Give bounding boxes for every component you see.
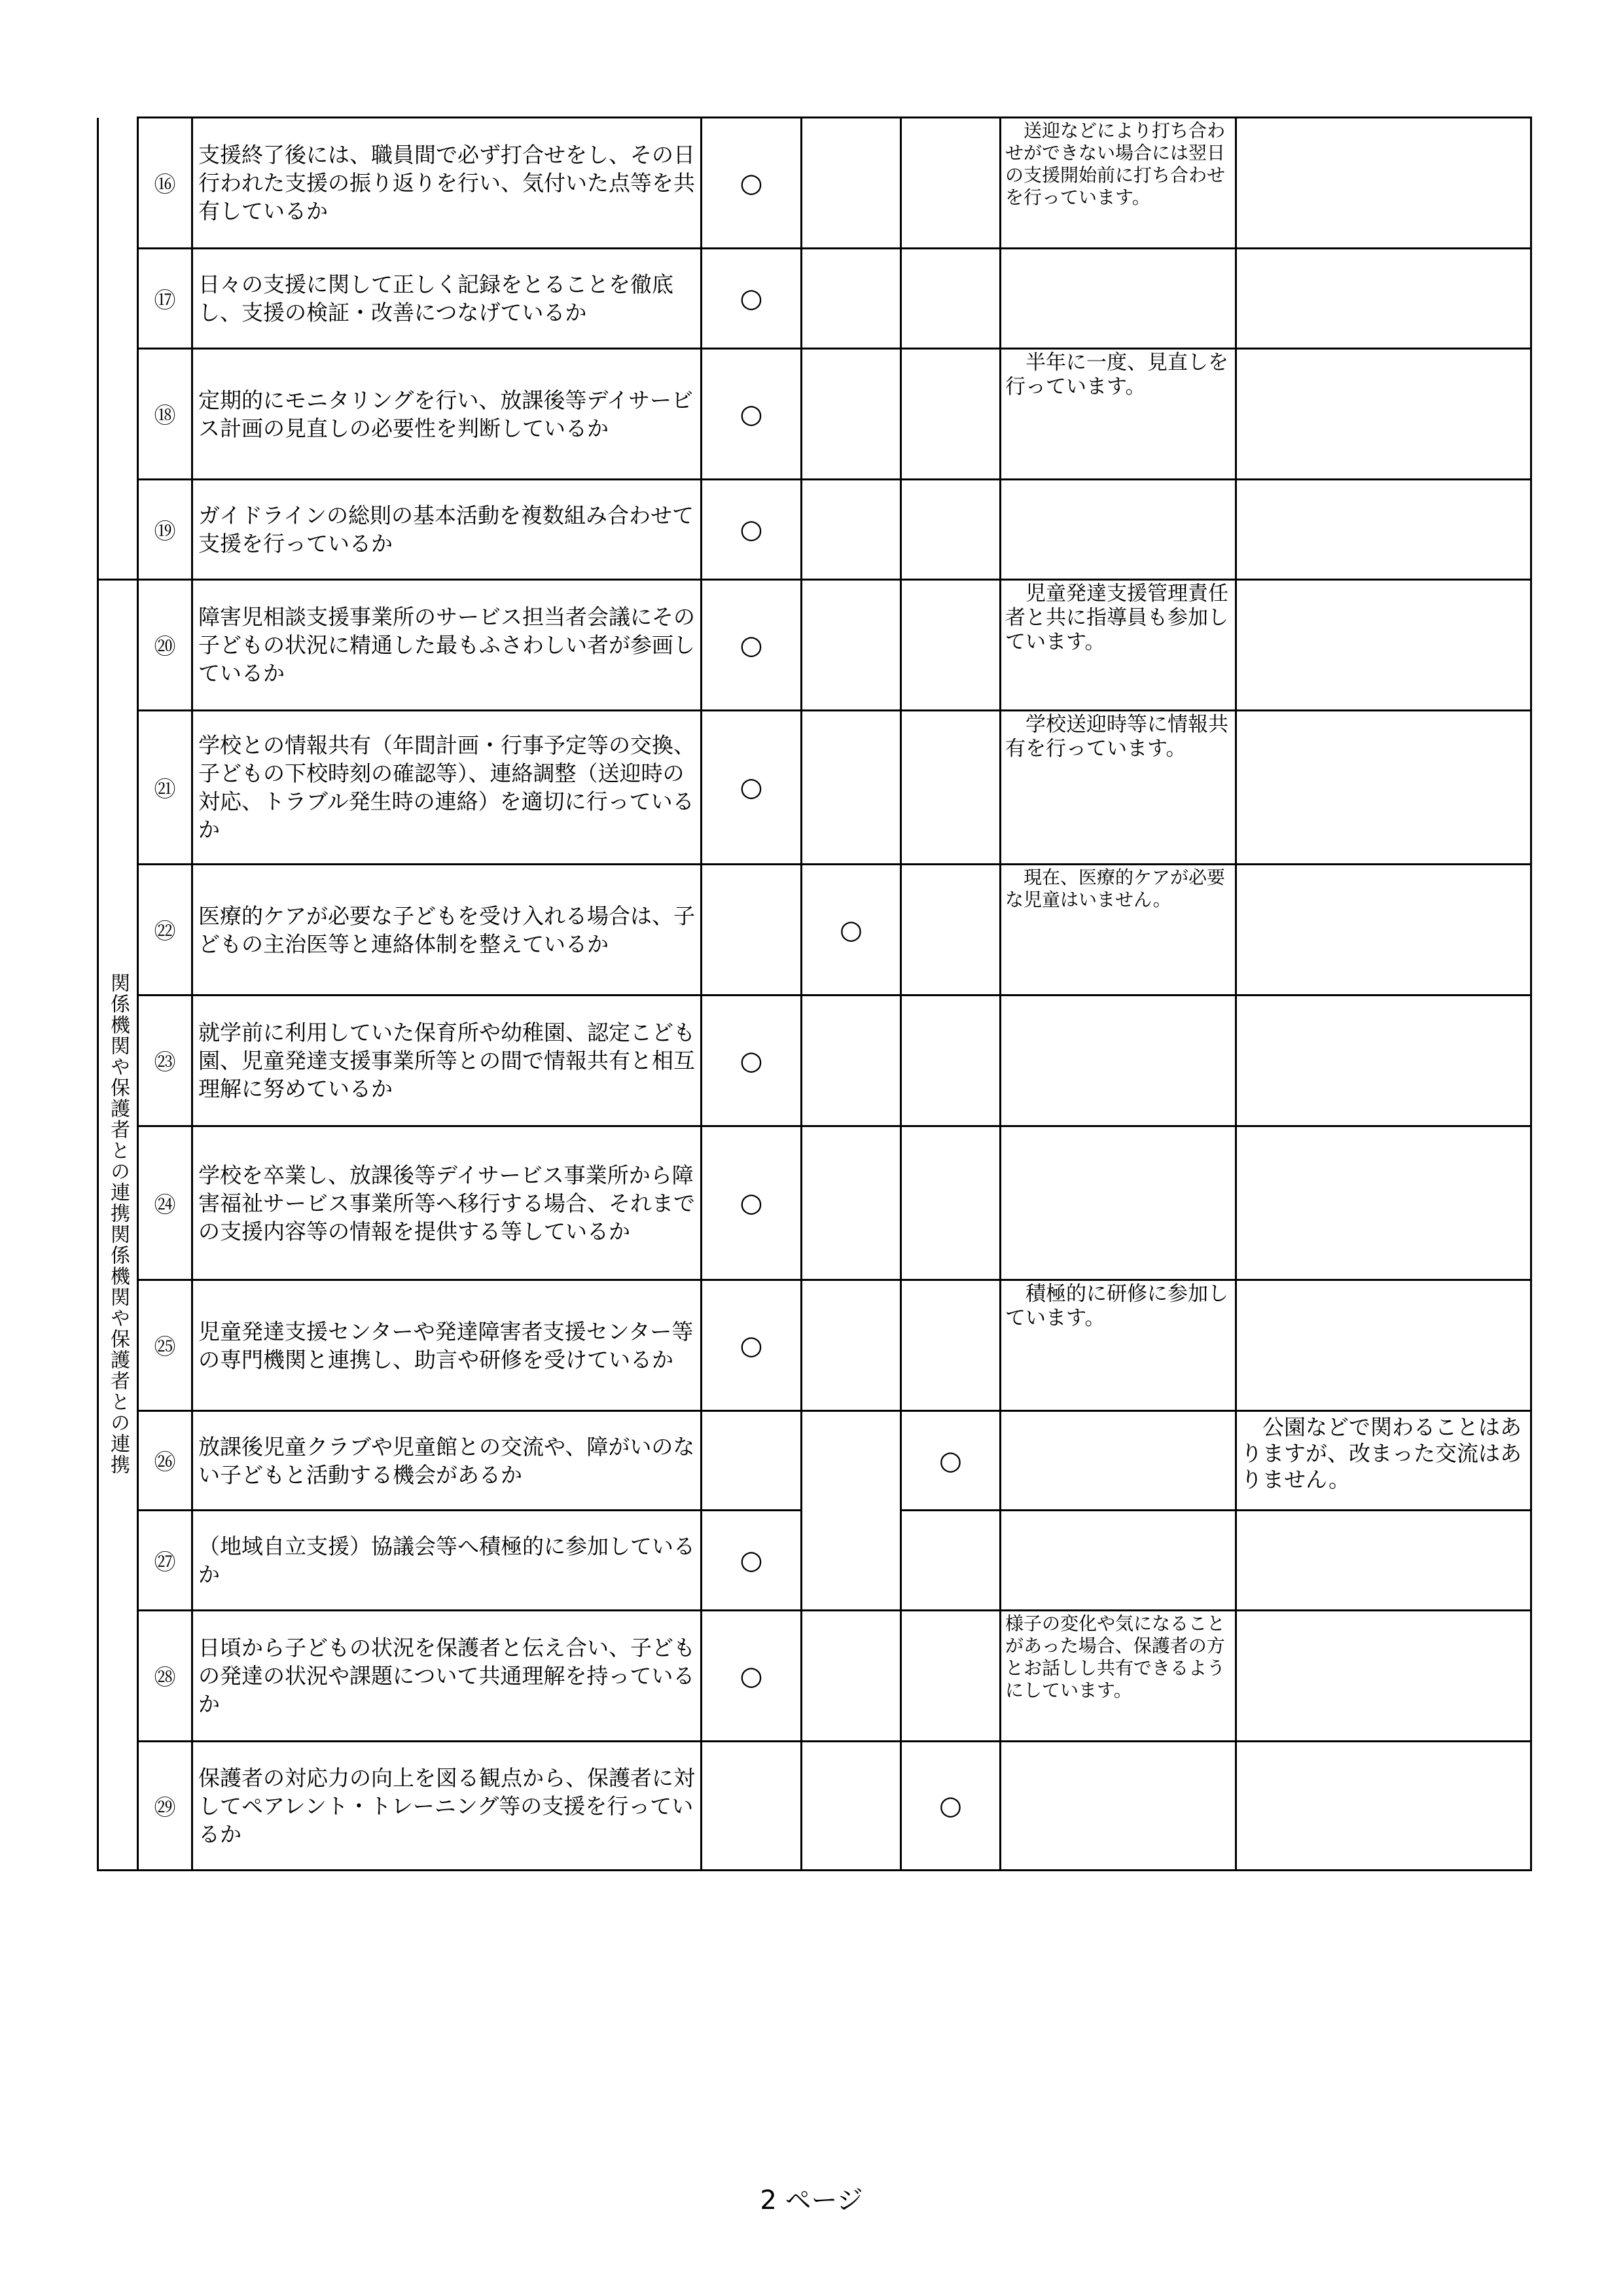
improvement-text [1236,118,1531,249]
question-text: 児童発達支援センターや発達障害者支援センター等の専門機関と連携し、助言や研修を受けているか [192,1280,702,1411]
unknown-mark [901,118,1001,249]
improvement-text [1236,480,1531,580]
no-mark [802,249,901,349]
unknown-mark [901,1611,1001,1742]
table-row [98,480,1531,580]
category-cell [98,580,138,1871]
question-text: 学校を卒業し、放課後等デイサービス事業所から障害福祉サービス事業所等へ移行する場合、それまでの支援内容等の情報を提供する等しているか [192,1126,702,1280]
note-text: 学校送迎時等に情報共有を行っています。 [1001,711,1236,865]
improvement-text [1236,711,1531,865]
no-mark [802,1280,901,1411]
note-text [1001,996,1236,1126]
improvement-text [1236,1742,1531,1871]
table-row [98,711,1531,865]
no-mark [802,349,901,480]
note-text [1001,1742,1236,1871]
question-text: 就学前に利用していた保育所や幼稚園、認定こども園、児童発達支援事業所等との間で情報共有と相互理解に努めているか [192,996,702,1126]
yes-mark: ○ [702,996,802,1126]
improvement-text [1236,1280,1531,1411]
note-text [1001,249,1236,349]
note-text: 半年に一度、見直しを行っています。 [1001,349,1236,480]
unknown-mark [901,249,1001,349]
evaluation-table [97,117,1532,1871]
row-number: ㉙ [138,1742,192,1871]
unknown-mark [901,480,1001,580]
row-number: ⑳ [138,580,192,711]
unknown-mark [901,865,1001,996]
row-number: ㉘ [138,1611,192,1742]
row-number: ㉗ [138,1511,192,1611]
page-number: 2 ページ [760,2185,863,2215]
table-row [98,118,1531,249]
question-text: 学校との情報共有（年間計画・行事予定等の交換、子どもの下校時刻の確認等）、連絡調整（送迎時の対応、トラブル発生時の連絡）を適切に行っているか [192,711,702,865]
improvement-text [1236,249,1531,349]
category-label: 関係機関や保護者との連携関係機関や保護者との連携 [107,972,130,1475]
table-row [98,1280,1531,1411]
question-text: ガイドラインの総則の基本活動を複数組み合わせて支援を行っているか [192,480,702,580]
unknown-mark: ○ [901,1742,1001,1871]
yes-mark [702,865,802,996]
yes-mark [702,1411,802,1511]
improvement-text [1236,580,1531,711]
unknown-mark [901,1280,1001,1411]
yes-mark: ○ [702,118,802,249]
table-row [98,249,1531,349]
unknown-mark [901,580,1001,711]
improvement-text [1236,1511,1531,1611]
no-mark [802,711,901,865]
note-text: 様子の変化や気になることがあった場合、保護者の方とお話しし共有できるようにしています。 [1001,1611,1236,1742]
table-row [98,580,1531,711]
note-text [1001,480,1236,580]
row-number: ㉑ [138,711,192,865]
question-text: 日頃から子どもの状況を保護者と伝え合い、子どもの発達の状況や課題について共通理解を持っているか [192,1611,702,1742]
no-mark: ○ [802,865,901,996]
row-number: ㉕ [138,1280,192,1411]
no-mark [802,580,901,711]
note-text [1001,1126,1236,1280]
note-text [1001,1411,1236,1511]
note-text: 送迎などにより打ち合わせができない場合には翌日の支援開始前に打ち合わせを行っています。 [1001,118,1236,249]
unknown-mark [901,349,1001,480]
yes-mark: ○ [702,711,802,865]
yes-mark: ○ [702,1511,802,1611]
question-text: 日々の支援に関して正しく記録をとることを徹底し、支援の検証・改善につなげているか [192,249,702,349]
row-number: ⑲ [138,480,192,580]
no-mark [802,118,901,249]
improvement-text: 公園などで関わることはありますが、改まった交流はありません。 [1236,1411,1531,1511]
unknown-mark: ○ [901,1411,1001,1511]
table-row [98,1611,1531,1742]
row-number: ㉒ [138,865,192,996]
question-text: （地域自立支援）協議会等へ積極的に参加しているか [192,1511,702,1611]
yes-mark [702,1742,802,1871]
yes-mark: ○ [702,1280,802,1411]
table-row [98,1742,1531,1871]
improvement-text [1236,1611,1531,1742]
yes-mark: ○ [702,349,802,480]
table-row [98,996,1531,1126]
improvement-text [1236,996,1531,1126]
improvement-text [1236,349,1531,480]
table-row [98,1411,1531,1511]
no-mark [802,996,901,1126]
row-number: ⑰ [138,249,192,349]
note-text [1001,1511,1236,1611]
unknown-mark [901,996,1001,1126]
row-number: ⑯ [138,118,192,249]
note-text: 児童発達支援管理責任者と共に指導員も参加しています。 [1001,580,1236,711]
row-number: ⑱ [138,349,192,480]
row-number: ㉖ [138,1411,192,1511]
unknown-mark [901,1126,1001,1280]
no-mark [802,1411,901,1611]
unknown-mark [901,711,1001,865]
question-text: 保護者の対応力の向上を図る観点から、保護者に対してペアレント・トレーニング等の支援を行っているか [192,1742,702,1871]
no-mark [802,1742,901,1871]
no-mark [802,1126,901,1280]
improvement-text [1236,1126,1531,1280]
yes-mark: ○ [702,580,802,711]
table-row [98,865,1531,996]
yes-mark: ○ [702,1126,802,1280]
question-text: 放課後児童クラブや児童館との交流や、障がいのない子どもと活動する機会があるか [192,1411,702,1511]
improvement-text [1236,865,1531,996]
yes-mark: ○ [702,480,802,580]
yes-mark: ○ [702,1611,802,1742]
yes-mark: ○ [702,249,802,349]
row-number: ㉔ [138,1126,192,1280]
note-text: 現在、医療的ケアが必要な児童はいません。 [1001,865,1236,996]
question-text: 医療的ケアが必要な子どもを受け入れる場合は、子どもの主治医等と連絡体制を整えているか [192,865,702,996]
category-cell-continued [98,118,138,580]
table-row [98,1126,1531,1280]
row-number: ㉓ [138,996,192,1126]
question-text: 支援終了後には、職員間で必ず打合せをし、その日行われた支援の振り返りを行い、気付いた点等を共有しているか [192,118,702,249]
note-text: 積極的に研修に参加しています。 [1001,1280,1236,1411]
table-row [98,349,1531,480]
question-text: 定期的にモニタリングを行い、放課後等デイサービス計画の見直しの必要性を判断しているか [192,349,702,480]
question-text: 障害児相談支援事業所のサービス担当者会議にその子どもの状況に精通した最もふさわしい者が参画しているか [192,580,702,711]
unknown-mark [901,1511,1001,1611]
no-mark [802,1611,901,1742]
no-mark [802,480,901,580]
